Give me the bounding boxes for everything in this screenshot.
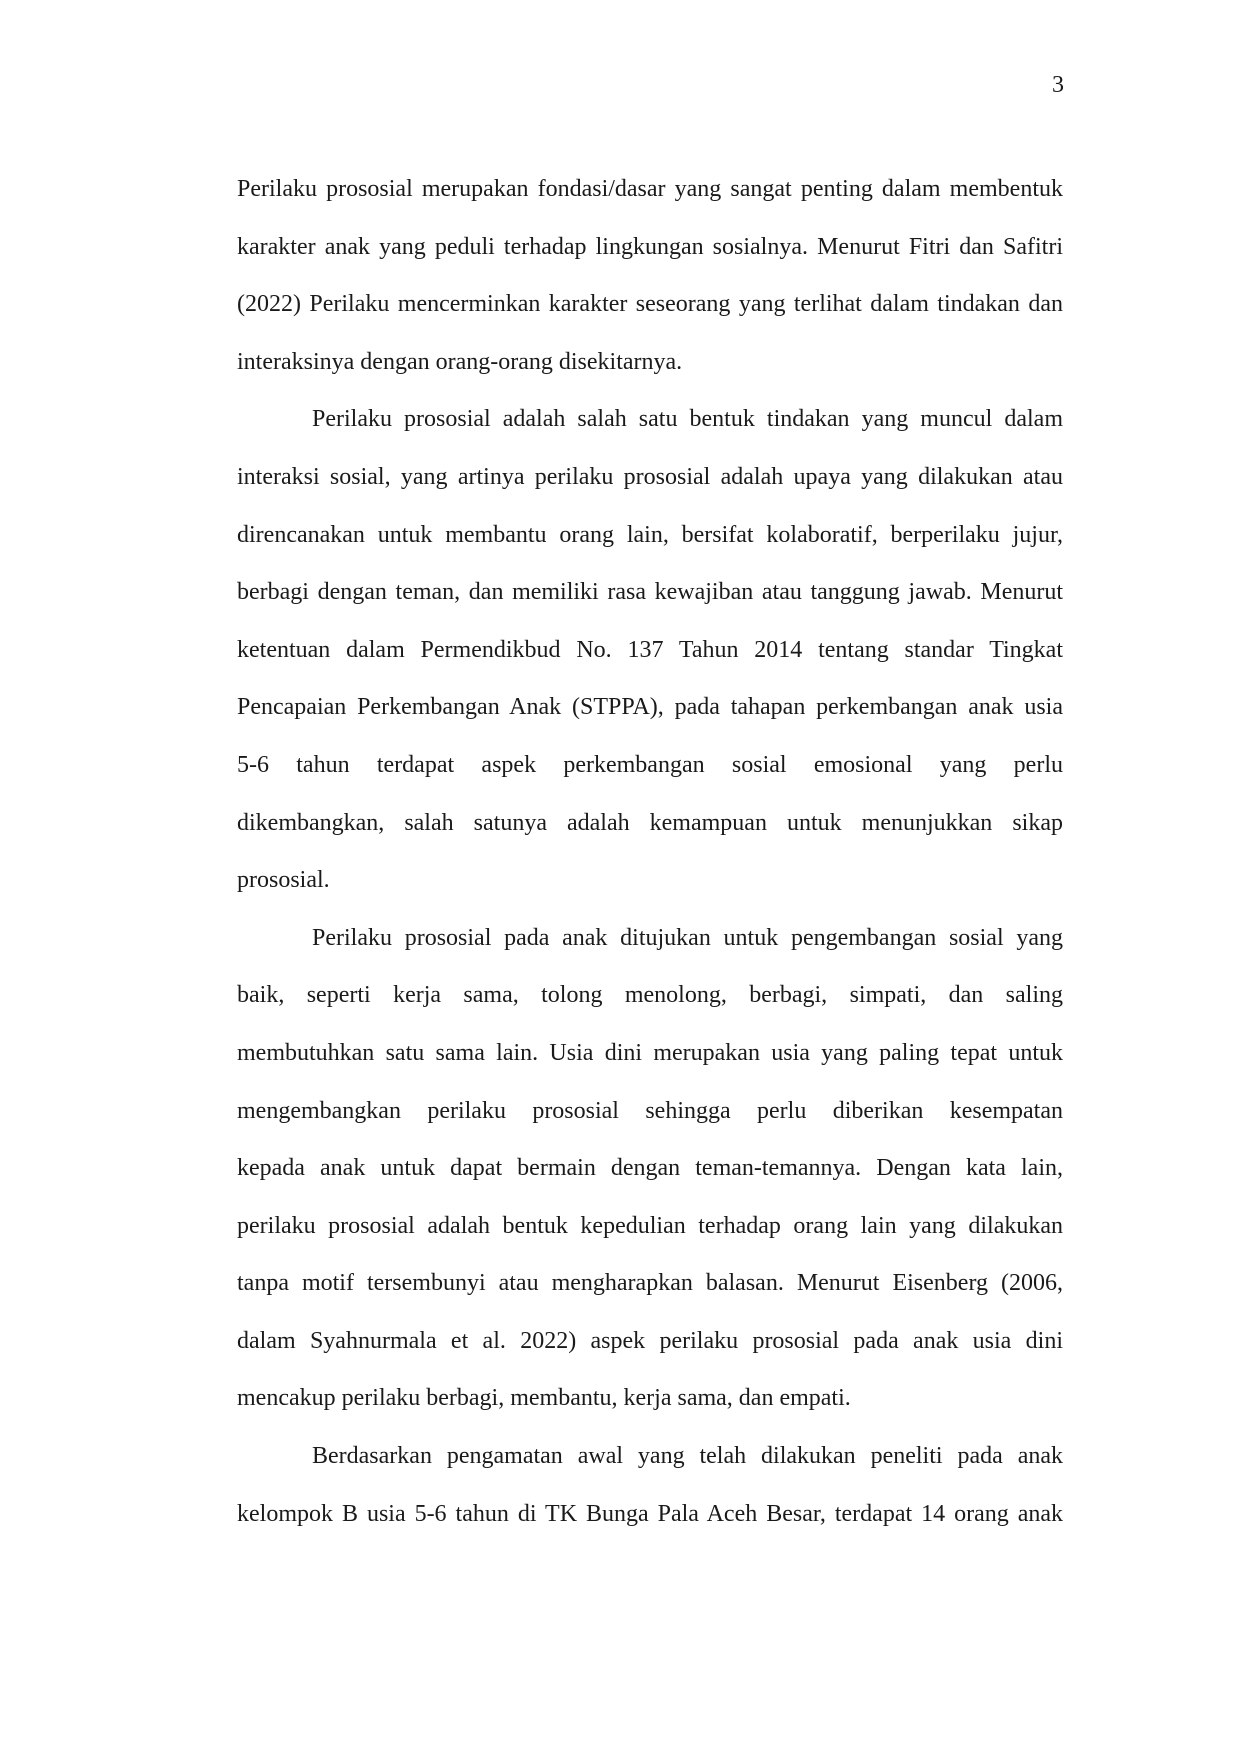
text-line: (2022) Perilaku mencerminkan karakter seseorang yang terlihat dalam tindakan dan — [237, 291, 1063, 318]
text-line: dalam Syahnurmala et al. 2022) aspek perilaku prososial pada anak usia dini — [237, 1327, 1063, 1354]
text-line: Perilaku prososial pada anak ditujukan untuk pengembangan sosial yang — [312, 924, 1063, 951]
text-line: direncanakan untuk membantu orang lain, bersifat kolaboratif, berperilaku jujur, — [237, 521, 1063, 548]
text-line: baik, seperti kerja sama, tolong menolong, berbagi, simpati, dan saling — [237, 982, 1063, 1009]
body-text — [237, 172, 1063, 1554]
text-line: dikembangkan, salah satunya adalah kemampuan untuk menunjukkan sikap — [237, 809, 1063, 836]
text-line: perilaku prososial adalah bentuk kepedulian terhadap orang lain yang dilakukan — [237, 1212, 1063, 1239]
page-number: 3 — [1052, 72, 1064, 98]
text-line: Pencapaian Perkembangan Anak (STPPA), pada tahapan perkembangan anak usia — [237, 694, 1063, 721]
text-line: Berdasarkan pengamatan awal yang telah dilakukan peneliti pada anak — [312, 1443, 1063, 1470]
text-line: kepada anak untuk dapat bermain dengan teman-temannya. Dengan kata lain, — [237, 1155, 1063, 1182]
paragraph — [237, 921, 1063, 1439]
text-line: mencakup perilaku berbagi, membantu, kerja sama, dan empati. — [237, 1385, 851, 1412]
text-line: Perilaku prososial adalah salah satu bentuk tindakan yang muncul dalam — [312, 406, 1063, 433]
text-line: berbagi dengan teman, dan memiliki rasa kewajiban atau tanggung jawab. Menurut — [237, 579, 1063, 606]
text-line: interaksinya dengan orang-orang disekitarnya. — [237, 348, 683, 375]
text-line: Perilaku prososial merupakan fondasi/dasar yang sangat penting dalam membentuk — [237, 176, 1063, 202]
text-line: mengembangkan perilaku prososial sehingga perlu diberikan kesempatan — [237, 1097, 1063, 1124]
text-line: prososial. — [237, 867, 330, 894]
paragraph — [237, 172, 1063, 402]
text-line: 5-6 tahun terdapat aspek perkembangan sosial emosional yang perlu — [237, 751, 1063, 778]
text-line: membutuhkan satu sama lain. Usia dini merupakan usia yang paling tepat untuk — [237, 1039, 1063, 1066]
paragraph — [237, 1439, 1063, 1554]
paragraph — [237, 402, 1063, 920]
text-line: ketentuan dalam Permendikbud No. 137 Tahun 2014 tentang standar Tingkat — [237, 636, 1063, 663]
text-line: kelompok B usia 5-6 tahun di TK Bunga Pala Aceh Besar, terdapat 14 orang anak — [237, 1500, 1063, 1527]
text-line: karakter anak yang peduli terhadap lingkungan sosialnya. Menurut Fitri dan Safitri — [237, 233, 1063, 260]
text-line: tanpa motif tersembunyi atau mengharapkan balasan. Menurut Eisenberg (2006, — [237, 1270, 1063, 1297]
text-line: interaksi sosial, yang artinya perilaku prososial adalah upaya yang dilakukan atau — [237, 463, 1063, 490]
